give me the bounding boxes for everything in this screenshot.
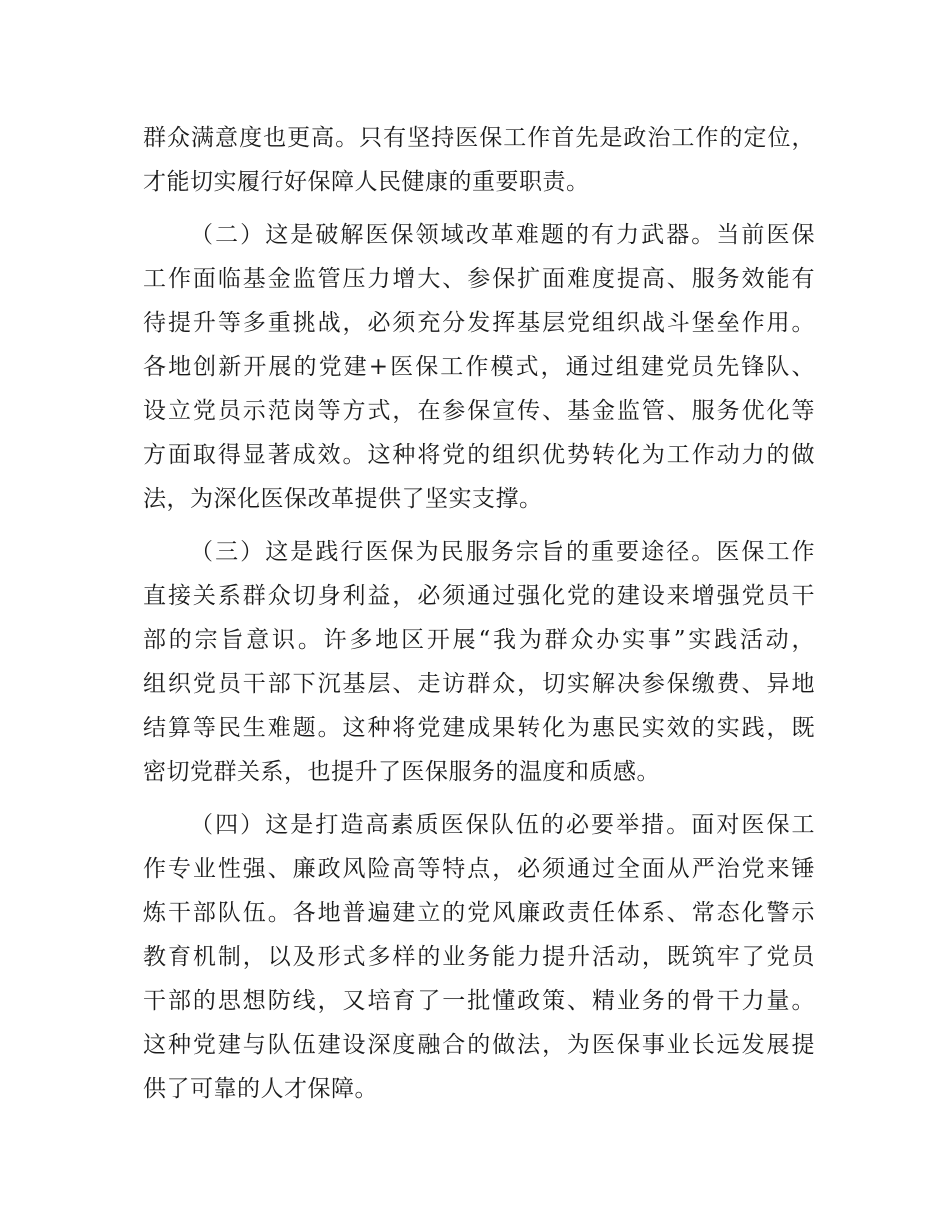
paragraph-4-line-3: 炼干部队伍。各地普遍建立的党风廉政责任体系、常态化警示 bbox=[143, 900, 815, 926]
paragraph-1-line-1: 群众满意度也更高。只有坚持医保工作首先是政治工作的定位， bbox=[143, 125, 815, 151]
paragraph-3-line-6: 密切党群关系，也提升了医保服务的温度和质感。 bbox=[143, 759, 660, 785]
paragraph-3-line-2: 直接关系群众切身利益，必须通过强化党的建设来增强党员干 bbox=[143, 583, 815, 609]
paragraph-2-line-3: 待提升等多重挑战，必须充分发挥基层党组织战斗堡垒作用。 bbox=[143, 310, 815, 336]
paragraph-4-line-2: 作专业性强、廉政风险高等特点，必须通过全面从严治党来锤 bbox=[143, 856, 815, 882]
paragraph-3-line-5: 结算等民生难题。这种将党建成果转化为惠民实效的实践，既 bbox=[143, 715, 815, 741]
paragraph-2-line-5: 设立党员示范岗等方式，在参保宣传、基金监管、服务优化等 bbox=[143, 398, 815, 424]
paragraph-4-line-4: 教育机制，以及形式多样的业务能力提升活动，既筑牢了党员 bbox=[143, 944, 815, 970]
paragraph-3-line-1: （三）这是践行医保为民服务宗旨的重要途径。医保工作 bbox=[190, 539, 815, 565]
paragraph-2-line-4: 各地创新开展的党建+医保工作模式，通过组建党员先锋队、 bbox=[143, 354, 815, 380]
paragraph-2-line-6: 方面取得显著成效。这种将党的组织优势转化为工作动力的做 bbox=[143, 442, 815, 468]
paragraph-2-line-2: 工作面临基金监管压力增大、参保扩面难度提高、服务效能有 bbox=[143, 266, 815, 292]
paragraph-1-line-2: 才能切实履行好保障人民健康的重要职责。 bbox=[143, 169, 590, 195]
paragraph-4-line-1: （四）这是打造高素质医保队伍的必要举措。面对医保工 bbox=[190, 812, 815, 838]
paragraph-4-line-5: 干部的思想防线，又培育了一批懂政策、精业务的骨干力量。 bbox=[143, 988, 815, 1014]
paragraph-3-line-3: 部的宗旨意识。许多地区开展“我为群众办实事”实践活动， bbox=[143, 627, 815, 653]
paragraph-2-line-7: 法，为深化医保改革提供了坚实支撑。 bbox=[143, 486, 543, 512]
paragraph-4-line-7: 供了可靠的人才保障。 bbox=[143, 1076, 378, 1102]
paragraph-4-line-6: 这种党建与队伍建设深度融合的做法，为医保事业长远发展提 bbox=[143, 1032, 815, 1058]
paragraph-2-line-1: （二）这是破解医保领域改革难题的有力武器。当前医保 bbox=[190, 222, 815, 248]
paragraph-3-line-4: 组织党员干部下沉基层、走访群众，切实解决参保缴费、异地 bbox=[143, 671, 815, 697]
